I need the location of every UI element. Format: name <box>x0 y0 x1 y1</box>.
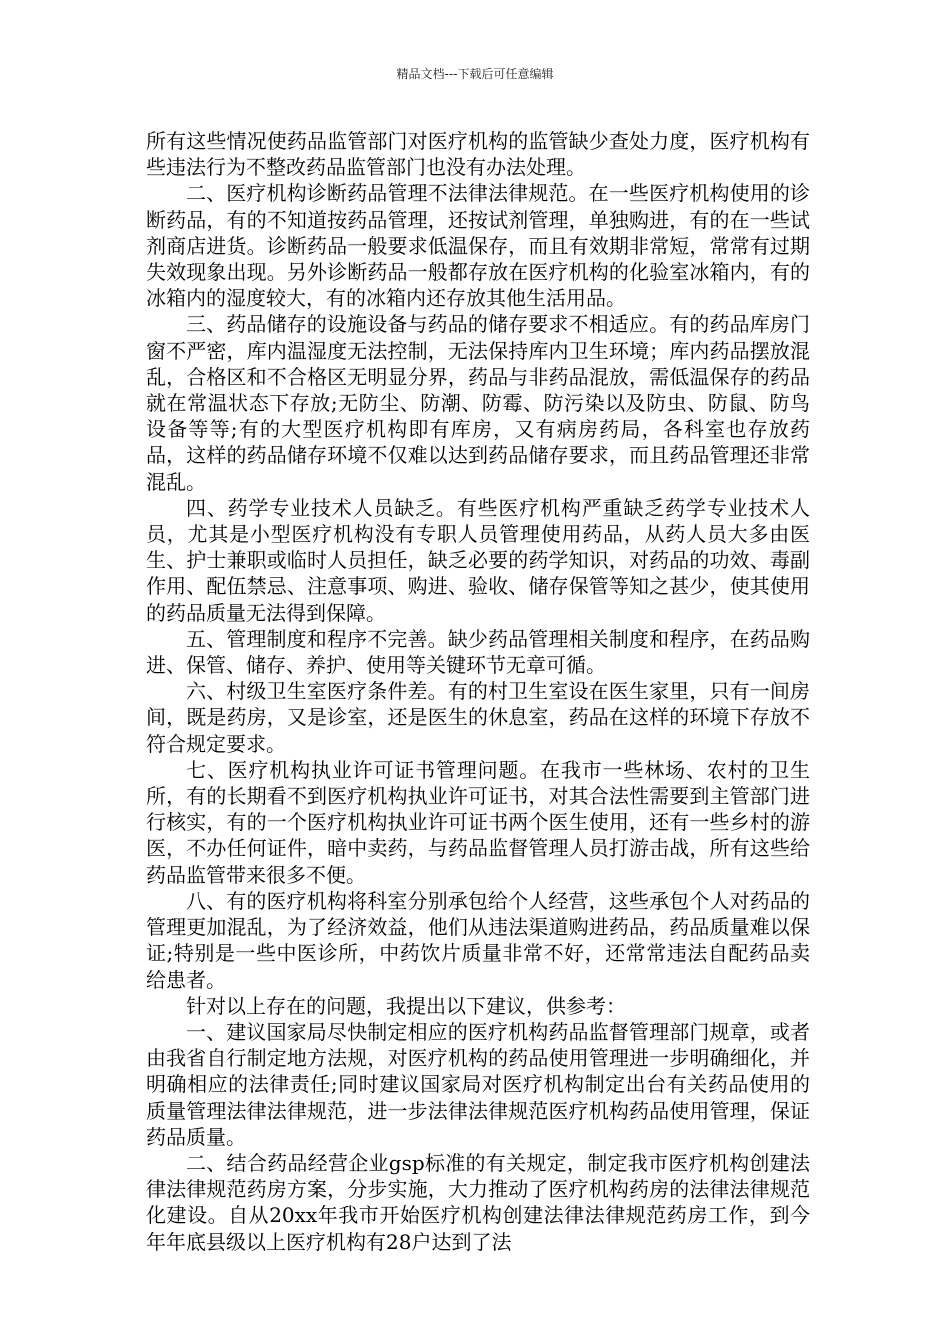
paragraph: 五、管理制度和程序不完善。缺少药品管理相关制度和程序，在药品购进、保管、储存、养护、使用等关键环节无章可循。 <box>146 626 810 678</box>
paragraph: 八、有的医疗机构将科室分别承包给个人经营，这些承包个人对药品的管理更加混乱，为了经济效益，他们从违法渠道购进药品，药品质量难以保证;特别是一些中医诊所，中药饮片质量非常不好，还常常违法自配药品卖给患者。 <box>146 888 810 992</box>
paragraph: 六、村级卫生室医疗条件差。有的村卫生室设在医生家里，只有一间房间，既是药房，又是诊室，还是医生的休息室，药品在这样的环境下存放不符合规定要求。 <box>146 679 810 756</box>
paragraph: 四、药学专业技术人员缺乏。有些医疗机构严重缺乏药学专业技术人员，尤其是小型医疗机构没有专职人员管理使用药品，从药人员大多由医生、护士兼职或临时人员担任，缺乏必要的药学知识，对药品的功效、毒副作用、配伍禁忌、注意事项、购进、验收、储存保管等知之甚少，使其使用的药品质量无法得到保障。 <box>146 495 810 625</box>
paragraph: 针对以上存在的问题，我提出以下建议，供参考： <box>186 993 626 1018</box>
document-body <box>146 128 810 1255</box>
page-header: 精品文档---下载后可任意编辑 <box>396 67 554 81</box>
paragraph: 二、医疗机构诊断药品管理不法律法律规范。在一些医疗机构使用的诊断药品，有的不知道按药品管理，还按试剂管理，单独购进，有的在一些试剂商店进货。诊断药品一般要求低温保存，而且有效期非常短，常常有过期失效现象出现。另外诊断药品一般都存放在医疗机构的化验室冰箱内，有的冰箱内的湿度较大，有的冰箱内还存放其他生活用品。 <box>146 181 810 311</box>
paragraph: 三、药品储存的设施设备与药品的储存要求不相适应。有的药品库房门窗不严密，库内温湿度无法控制，无法保持库内卫生环境；库内药品摆放混乱，合格区和不合格区无明显分界，药品与非药品混放，需低温保存的药品就在常温状态下存放;无防尘、防潮、防霉、防污染以及防虫、防鼠、防鸟设备等等;有的大型医疗机构即有库房，又有病房药局，各科室也存放药品，这样的药品储存环境不仅难以达到药品储存要求，而且药品管理还非常混乱。 <box>146 312 810 494</box>
paragraph: 所有这些情况使药品监管部门对医疗机构的监管缺少查处力度，医疗机构有些违法行为不整改药品监管部门也没有办法处理。 <box>146 129 810 180</box>
paragraph: 二、结合药品经营企业gsp标准的有关规定，制定我市医疗机构创建法律法律规范药房方案，分步实施，大力推动了医疗机构药房的法律法律规范化建设。自从20xx年我市开始医疗机构创建法律法律规范药房工作，到今年年底县级以上医疗机构有28户达到了法 <box>146 1150 810 1254</box>
paragraph: 七、医疗机构执业许可证书管理问题。在我市一些林场、农村的卫生所，有的长期看不到医疗机构执业许可证书，对其合法性需要到主管部门进行核实，有的一个医疗机构执业许可证书两个医生使用，还有一些乡村的游医，不办任何证件，暗中卖药，与药品监督管理人员打游击战，所有这些给药品监管带来很多不便。 <box>146 757 810 887</box>
paragraph: 一、建议国家局尽快制定相应的医疗机构药品监督管理部门规章，或者由我省自行制定地方法规，对医疗机构的药品使用管理进一步明确细化，并明确相应的法律责任;同时建议国家局对医疗机构制定出台有关药品使用的质量管理法律法律规范，进一步法律法律规范医疗机构药品使用管理，保证药品质量。 <box>146 1019 810 1149</box>
